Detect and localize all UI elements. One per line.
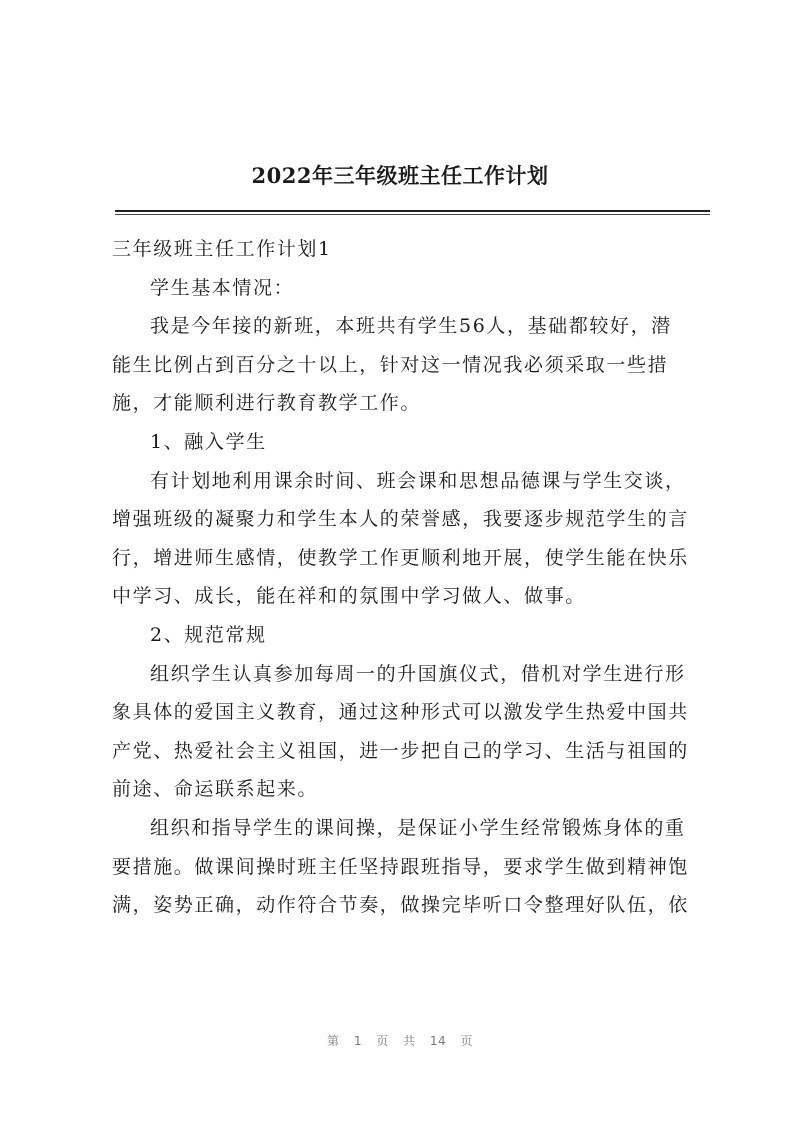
- body-line: 1、融入学生: [150, 430, 267, 453]
- page-footer: 第 1 页 共 14 页: [327, 1034, 473, 1048]
- body-line: 组织和指导学生的课间操，是保证小学生经常锻炼身体的重: [150, 816, 686, 839]
- title-divider-thick: [115, 210, 710, 212]
- body-line: 有计划地利用课余时间、班会课和思想品德课与学生交谈，: [150, 469, 686, 492]
- body-line: 能生比例占到百分之十以上，针对这一情况我必须采取一些措: [112, 353, 669, 376]
- body-line: 组织学生认真参加每周一的升国旗仪式，借机对学生进行形: [150, 662, 686, 685]
- title-divider-thin: [115, 214, 710, 215]
- body-line: 象具体的爱国主义教育，通过这种形式可以激发学生热爱中国共: [112, 701, 689, 724]
- body-line: 施，才能顺利进行教育教学工作。: [112, 392, 422, 415]
- body-line: 要措施。做课间操时班主任坚持跟班指导，要求学生做到精神饱: [112, 855, 689, 878]
- body-line: 中学习、成长，能在祥和的氛围中学习做人、做事。: [112, 585, 586, 608]
- body-line: 三年级班主任工作计划1: [112, 238, 332, 260]
- body-line: 学生基本情况：: [150, 276, 295, 299]
- body-line: 增强班级的凝聚力和学生本人的荣誉感，我要逐步规范学生的言: [112, 508, 689, 531]
- body-line: 满，姿势正确，动作符合节奏，做操完毕听口令整理好队伍，依: [112, 894, 689, 917]
- document-body: [112, 230, 708, 925]
- body-line: 前途、命运联系起来。: [112, 778, 319, 801]
- body-line: 我是今年接的新班，本班共有学生56人，基础都较好，潜: [150, 315, 672, 338]
- body-line: 产党、热爱社会主义祖国，进一步把自己的学习、生活与祖国的: [112, 739, 689, 762]
- document-title: 2022年三年级班主任工作计划: [251, 163, 549, 188]
- body-line: 行，增进师生感情，使教学工作更顺利地开展，使学生能在快乐: [112, 546, 689, 569]
- body-line: 2、规范常规: [150, 623, 267, 646]
